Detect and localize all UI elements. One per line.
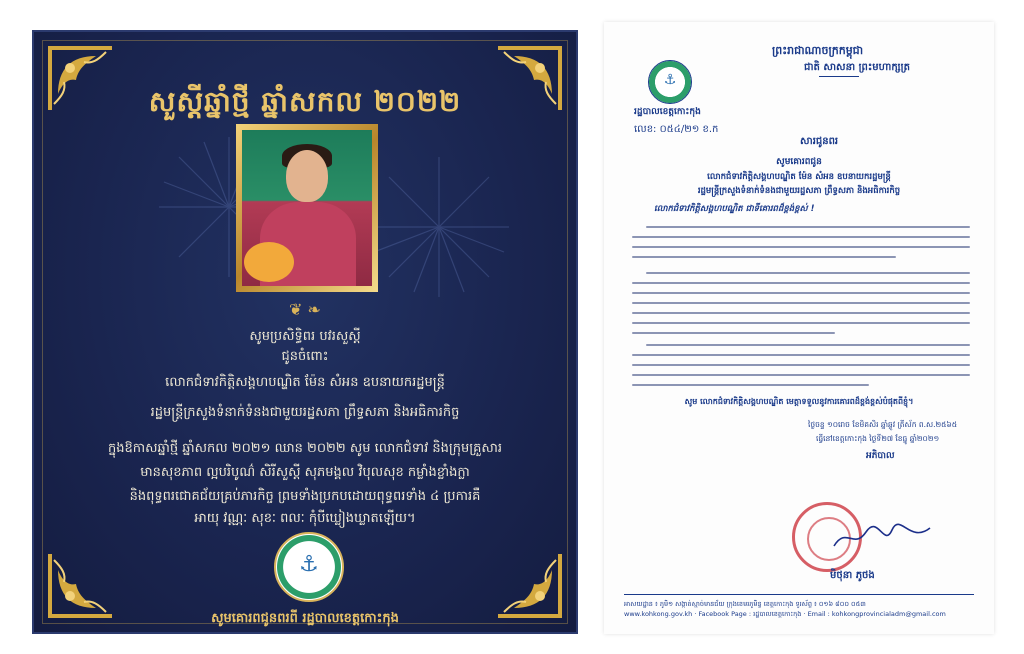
provincial-emblem-icon: [648, 60, 692, 104]
closing-line: សូម លោកជំទាវកិត្តិសង្គហបណ្ឌិត មេត្តាទទួលនូវការគោរពដ៏ខ្ពង់ខ្ពស់បំផុតពីខ្ញុំ។: [684, 397, 914, 406]
card-line-3: លោកជំទាវកិត្តិសង្គហបណ្ឌិត ម៉ែន សំអន ឧបនាយករដ្ឋមន្ត្រី: [165, 375, 445, 390]
recipient-title: រដ្ឋមន្ត្រីក្រសួងទំនាក់ទំនងជាមួយរដ្ឋសភា ព្រឹទ្ធសភា និងអធិការកិច្ច: [697, 186, 901, 196]
office-name: រដ្ឋបាលខេត្តកោះកុង: [634, 107, 701, 117]
card-line-6: មានសុខភាព ល្អបរិបូណ៌ សិរីសួស្តី សុភមង្គល វិបុលសុខ កម្លាំងខ្លាំងក្លា: [140, 465, 470, 480]
salutation: លោកជំទាវកិត្តិសង្គហបណ្ឌិត ជាទីគោរពដ៏ខ្ពង់ខ្ពស់ !: [654, 204, 815, 214]
footer-address: អាសយដ្ឋាន ៖ ភូមិ១ សង្កាត់ស្មាច់មានជ័យ ក្រុងខេមរភូមិន្ទ ខេត្តកោះកុង ទូរស័ព្ទ ៖ ០១៦ ៨០០ ០៥៣: [624, 600, 866, 608]
card-line-5: ក្នុងឱកាសឆ្នាំថ្មី ឆ្នាំសកល ២០២១ ឈាន ២០២២ សូម លោកជំទាវ និងក្រុមគ្រួសារ: [107, 441, 503, 456]
card-footer: សូមគោរពជូនពរពី រដ្ឋបាលខេត្តកោះកុង: [211, 611, 399, 626]
letter-body-paragraph-2: [632, 272, 970, 342]
solar-date: ធ្វើនៅខេត្តកោះកុង ថ្ងៃទី២៧ ខែធ្នូ ឆ្នាំ២០២១: [816, 434, 940, 443]
letter-number: លេខ: ០៥៤/២១ ខ.ក: [634, 124, 719, 135]
portrait-photo: [242, 130, 372, 286]
lunar-date: ថ្ងៃចន្ទ ១០រោច ខែមិគសិរ ឆ្នាំឆ្លូវ ត្រីស័ក ព.ស.២៥៦៥: [808, 420, 958, 429]
letter-body-paragraph-3: [632, 344, 970, 394]
portrait-frame: [236, 124, 378, 292]
letter-subject: សារជូនពរ: [800, 136, 839, 147]
anchor-icon: ⚓: [663, 72, 677, 88]
signer-name: មិថុនា ភូថង: [830, 570, 875, 581]
card-line-8: អាយុ វណ្ណៈ សុខៈ ពលៈ កុំបីឃ្លៀងឃ្លាតឡើយ។: [194, 511, 416, 526]
card-title: សួស្តីឆ្នាំថ្មី ឆ្នាំសកល ២០២២: [148, 85, 462, 118]
signature-area: [792, 480, 962, 590]
card-line-1: សូមប្រសិទ្ធិពរ បវរសួស្តី: [249, 329, 361, 344]
kingdom-header: ព្រះរាជាណាចក្រកម្ពុជា: [772, 44, 864, 57]
greeting-card: [32, 30, 578, 634]
card-line-4: រដ្ឋមន្ត្រីក្រសួងទំនាក់ទំនងជាមួយរដ្ឋសភា ព្រឹទ្ធសភា និងអធិការកិច្ច: [150, 405, 460, 420]
anchor-icon: ⚓: [299, 552, 319, 577]
divider-ornament: ❦ ❧: [289, 300, 321, 319]
official-letter: [604, 22, 994, 634]
motto-header: ជាតិ សាសនា ព្រះមហាក្សត្រ: [804, 62, 910, 73]
letter-body-paragraph-1: [632, 226, 970, 266]
recipient-label: សូមគោរពជូន: [776, 157, 822, 167]
card-line-2: ជូនចំពោះ: [281, 349, 329, 364]
letter-footer: [624, 594, 974, 619]
signature: [832, 522, 932, 552]
header-rule: [819, 76, 859, 77]
recipient-name: លោកជំទាវកិត្តិសង្គហបណ្ឌិត ម៉ែន សំអន ឧបនាយករដ្ឋមន្ត្រី: [707, 172, 891, 182]
card-line-7: និងពុទ្ធពរជោគជ័យគ្រប់ភារកិច្ច ព្រមទាំងប្រកបដោយពុទ្ធពរទាំង ៤ ប្រការគឺ: [129, 489, 481, 504]
signer-title: អភិបាល: [866, 451, 895, 461]
footer-contacts: www.kohkong.gov.kh · Facebook Page : រដ្ឋបាលខេត្តកោះកុង · Email : kohkongprovincialadm@gmail.com: [624, 610, 946, 618]
firework-icon: [364, 152, 514, 302]
provincial-emblem-icon: [274, 532, 344, 602]
